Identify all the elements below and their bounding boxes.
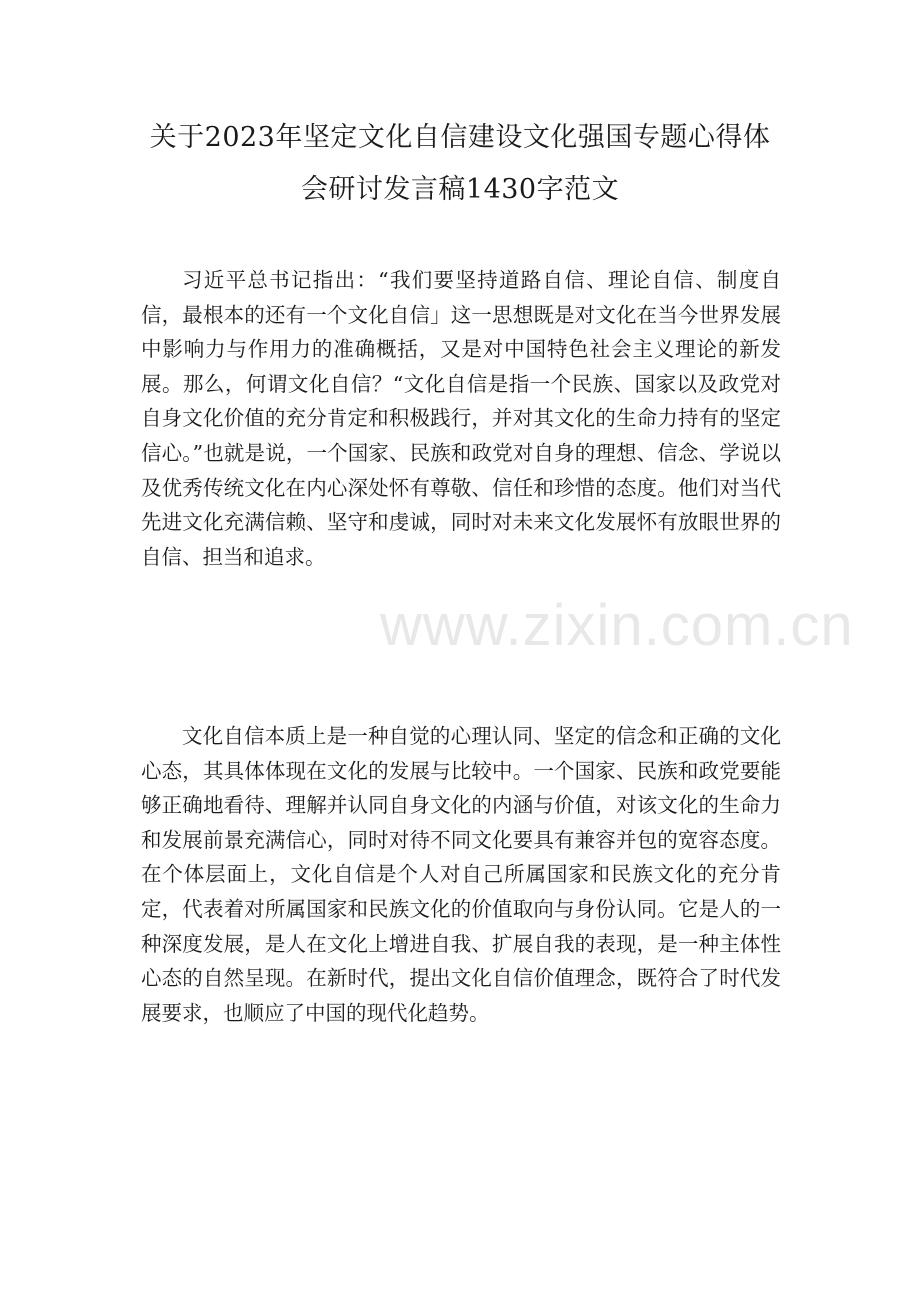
body-paragraph-1: 习近平总书记指出：“我们要坚持道路自信、理论自信、制度自信，最根本的还有一个文化自信」这一思想既是对文化在当今世界发展中影响力与作用力的准确概括，又是对中国特色社会主义理论的新发展。那么，何谓文化自信？“文化自信是指一个民族、国家以及政党对自身文化价值的充分肯定和积极践行，并对其文化的生命力持有的坚定信心。”也就是说，一个国家、民族和政党对自身的理想、信念、学说以及优秀传统文化在内心深处怀有尊敬、信任和珍惜的态度。他们对当代先进文化充满信赖、坚守和虔诚，同时对未来文化发展怀有放眼世界的自信、担当和追求。 xyxy=(141,268,781,569)
body-paragraph-2: 文化自信本质上是一种自觉的心理认同、坚定的信念和正确的文化心态，其具体体现在文化的发展与比较中。一个国家、民族和政党要能够正确地看待、理解并认同自身文化的内涵与价值，对该文化的生命力和发展前景充满信心，同时对待不同文化要具有兼容并包的宽容态度。在个体层面上，文化自信是个人对自己所属国家和民族文化的充分肯定，代表着对所属国家和民族文化的价值取向与身份认同。它是人的一种深度发展，是人在文化上增进自我、扩展自我的表现，是一种主体性心态的自然呈现。在新时代，提出文化自信价值理念，既符合了时代发展要求，也顺应了中国的现代化趋势。 xyxy=(141,724,781,1025)
document-title xyxy=(120,112,800,216)
title-line-1: 关于2023年坚定文化自信建设文化强国专题心得体 xyxy=(149,122,771,153)
watermark: www.zixin.com.cn xyxy=(380,593,854,658)
title-line-2: 会研讨发言稿1430字范文 xyxy=(300,174,620,205)
